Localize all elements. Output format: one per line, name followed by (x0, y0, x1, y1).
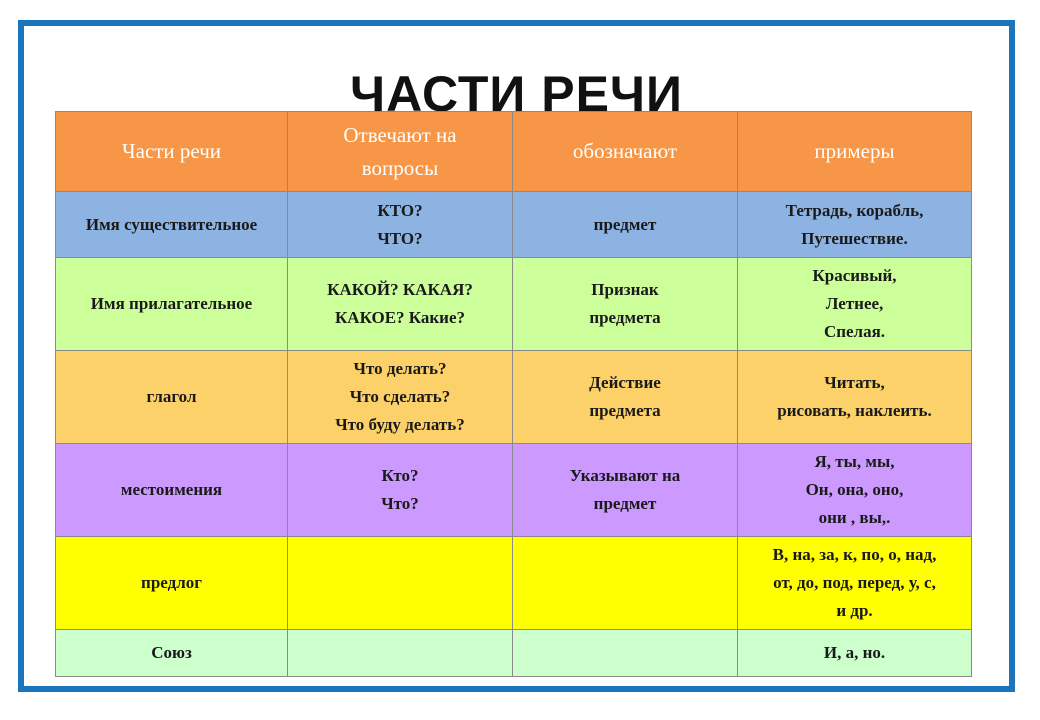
row-adjective-examples: Красивый, Летнее, Спелая. (738, 258, 972, 351)
table-row (56, 258, 972, 351)
table-header-row (56, 112, 972, 192)
table-row (56, 192, 972, 258)
parts-of-speech-table (55, 111, 972, 677)
row-preposition-name: предлог (56, 537, 288, 630)
header-part-of-speech: Части речи (56, 112, 288, 192)
row-adjective-name: Имя прилагательное (56, 258, 288, 351)
table-row (56, 537, 972, 630)
row-noun-name: Имя существительное (56, 192, 288, 258)
row-noun-examples: Тетрадь, корабль, Путешествие. (738, 192, 972, 258)
row-verb-meaning: Действие предмета (513, 351, 738, 444)
row-preposition-meaning (513, 537, 738, 630)
row-pronoun-name: местоимения (56, 444, 288, 537)
row-pronoun-meaning: Указывают на предмет (513, 444, 738, 537)
row-conjunction-meaning (513, 630, 738, 677)
row-conjunction-questions (288, 630, 513, 677)
row-verb-examples: Читать, рисовать, наклеить. (738, 351, 972, 444)
row-conjunction-name: Союз (56, 630, 288, 677)
row-verb-name: глагол (56, 351, 288, 444)
row-noun-meaning: предмет (513, 192, 738, 258)
row-adjective-questions: КАКОЙ? КАКАЯ? КАКОЕ? Какие? (288, 258, 513, 351)
header-meaning: обозначают (513, 112, 738, 192)
row-preposition-examples: В, на, за, к, по, о, над, от, до, под, перед, у, с, и др. (738, 537, 972, 630)
table-row (56, 351, 972, 444)
row-conjunction-examples: И, а, но. (738, 630, 972, 677)
row-pronoun-examples: Я, ты, мы, Он, она, оно, они , вы,. (738, 444, 972, 537)
header-examples: примеры (738, 112, 972, 192)
page-title: ЧАСТИ РЕЧИ (350, 66, 683, 122)
row-adjective-meaning: Признак предмета (513, 258, 738, 351)
row-preposition-questions (288, 537, 513, 630)
table-row (56, 630, 972, 677)
row-verb-questions: Что делать? Что сделать? Что буду делать? (288, 351, 513, 444)
row-noun-questions: КТО? ЧТО? (288, 192, 513, 258)
table-row (56, 444, 972, 537)
header-questions: Отвечают на вопросы (288, 112, 513, 192)
row-pronoun-questions: Кто? Что? (288, 444, 513, 537)
